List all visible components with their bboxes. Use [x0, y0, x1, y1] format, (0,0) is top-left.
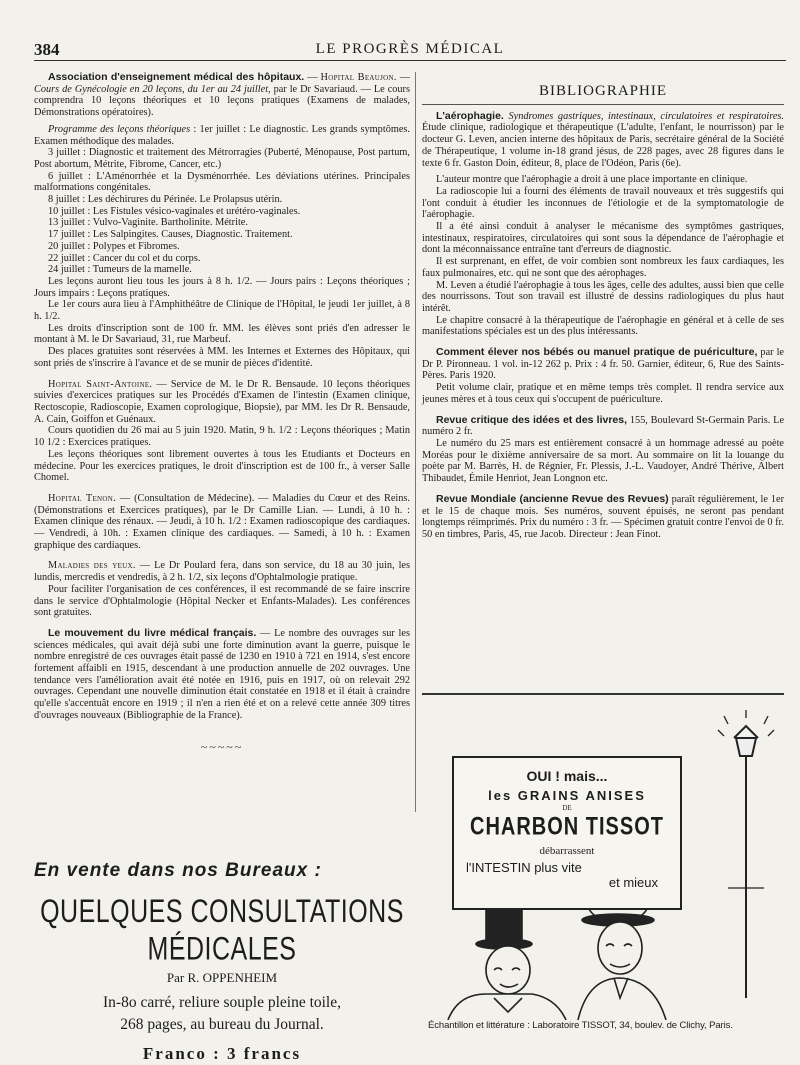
- review-heading: L'aérophagie.: [436, 109, 504, 122]
- hospital-name: Hopital Beaujon.: [320, 72, 397, 83]
- ad-description: [34, 992, 410, 1036]
- review-heading: Comment élever nos bébés ou manuel pratique de puériculture,: [436, 346, 758, 359]
- ad-price: Franco : 3 francs: [142, 1044, 302, 1063]
- article-text: Le 1er cours aura lieu à l'Amphithéâtre de Clinique de l'Hôpital, le jeudi 1er juillet, à 8 h. 1/2.: [34, 299, 410, 323]
- review-revue-mondiale: [422, 494, 784, 541]
- schedule-item: 6 juillet : L'Aménorrhée et la Dysménorrhée. Les déviations utérines. Principales malformations congénitales.: [34, 170, 410, 194]
- ad-author: Par R. OPPENHEIM: [166, 970, 278, 985]
- schedule-item: 3 juillet : Diagnostic et traitement des Métrorragies (Puberté, Ménopause, Post partum, Post abortum, Métrite, Fibrome, Cancer, etc.): [34, 147, 410, 170]
- article-text: — (Consultation de Médecine). — Maladies du Cœur et des Reins. (Démonstrations et Exercices pratiques), par le Dr Camille Lian. — Lundi, à 10 h. : Examen clinique des rénaux. — Jeudi, à 10 h. 1/2 : Examen radioscopique des cardiaques. — Vendredi, à 10h. : Examen clinique des cardiaques. — Samedi, à 10 h. : Examen graphique des cardiaques.: [34, 492, 410, 551]
- book-advertisement: [34, 860, 410, 1064]
- article-text: — Le Dr Poulard fera, dans son service, du 18 au 30 juin, les lundis, mercredis et vendredis, à 2 h. 1/2, six leçons d'Ophtalmologie pratique.: [34, 560, 411, 584]
- review-text: Étude clinique, radiologique et thérapeutique (L'adulte, l'enfant, le nourrisson) par le docteur G. Leven, ancien interne des hôpitaux de Paris, secrétaire général de la Société de Thérapeutique, 1 volume in-18 grand jésus, de 228 pages, avec 28 figures dans le texte 6 fr. Gaston Doin, éditeur, 8, place de l'Odéon, Paris (6e).: [422, 122, 784, 169]
- article-text: Les leçons théoriques sont librement ouvertes à tous les Etudiants et Docteurs en médecine. Pour les exercices pratiques, le droit d'inscription est de 100 fr., à verser Salle Chomel.: [34, 448, 410, 484]
- article-text: par le Dr Savariaud. — Le cours comprendra 10 leçons théoriques et 10 leçons pratiques (Examens de malades, Démonstrations opératoires).: [34, 83, 410, 119]
- ad-brand: CHARBON TISSOT: [470, 813, 664, 841]
- review-paragraph: L'auteur montre que l'aérophagie a droit à une place importante en clinique.: [436, 174, 748, 186]
- review-paragraph: Le numéro du 25 mars est entièrement consacré à un hommage adressé au poète Moréas pour le dixième anniversaire de sa mort. Au sommaire on lit la louange du poète par M. Barrès, H. de Régnier, Fr. Plessis, J.-L. Vaudoyer, André Thérive, Albert Thibaudet, Émile Henriot, Jean Longnon etc.: [422, 437, 784, 485]
- article-heading: Association d'enseignement médical des hôpitaux.: [48, 71, 305, 83]
- review-text: par le Dr P. Pironneau. 1 vol. in-12 262 p. Prix : 4 fr. 50. Garnier, éditeur, 6, Rue des Saints-Pères. Paris 1920.: [422, 347, 785, 382]
- street-lamp-icon: [718, 710, 774, 998]
- review-subtitle: Syndromes gastriques, intestinaux, circulatoires et respiratoires.: [508, 110, 785, 122]
- article-maladies-yeux: [34, 560, 410, 619]
- ad-claim-mieux: et mieux: [608, 875, 658, 890]
- review-paragraph: Le chapitre consacré à la thérapeutique de l'aérophagie en général et à celle de ses manifestations spéciales est un des plus intéressants.: [422, 314, 784, 338]
- section-title: BIBLIOGRAPHIE: [422, 86, 784, 105]
- left-column: [34, 72, 410, 753]
- schedule-item: 8 juillet : Les déchirures du Périnée. Le Prolapsus utérin.: [48, 194, 283, 206]
- review-puericulture: [422, 347, 784, 406]
- review-paragraph: Petit volume clair, pratique et en même temps très complet. Il rendra service aux jeunes mères et à tous ceux qui s'occupent de puériculture.: [422, 382, 784, 405]
- ad-book-title: QUELQUES CONSULTATIONS MÉDICALES: [40, 893, 404, 968]
- column-divider: [415, 72, 416, 812]
- section-separator: [422, 693, 784, 695]
- article-text: Pour faciliter l'organisation de ces conférences, il est recommandé de se faire inscrire dans le service d'Ophtalmologie (Hôpital Necker et Enfants-Malades). Les conférences sont gratuites.: [34, 583, 410, 619]
- right-column: [422, 83, 785, 541]
- schedule-item: 10 juillet : Les Fistules vésico-vaginales et urétéro-vaginales.: [48, 205, 301, 217]
- schedule-item: 24 juillet : Tumeurs de la mamelle.: [48, 264, 192, 276]
- article-heading: Maladies des yeux.: [48, 560, 136, 572]
- page-header: [34, 38, 786, 61]
- review-aerophagie: [422, 111, 784, 338]
- ad-poster: [452, 756, 682, 910]
- review-paragraph: Il est surprenant, en effet, de voir combien sont nombreux les faux cardiaques, les faux pulmonaires, etc. qui ne sont que des aérophages.: [422, 256, 784, 279]
- review-heading: Revue critique des idées et des livres,: [436, 413, 628, 426]
- ad-product: les GRAINS ANISES: [488, 788, 646, 803]
- page-number: 384: [34, 40, 60, 59]
- review-text: 155, Boulevard St-Germain Paris. Le numéro 2 fr.: [422, 414, 785, 438]
- ad-description-line: In-8o carré, reliure souple pleine toile,: [103, 994, 341, 1011]
- article-saint-antoine: [34, 379, 410, 484]
- schedule-list: [34, 147, 410, 276]
- schedule-item: 20 juillet : Polypes et Fibromes.: [48, 240, 180, 252]
- schedule-item: 17 juillet : Les Salpingites. Causes, Diagnostic. Traitement.: [48, 229, 293, 241]
- programme-first: : 1er juillet : Le diagnostic. Les grands symptômes. Examen méthodique des malades.: [34, 123, 411, 147]
- ad-description-line: 268 pages, au bureau du Journal.: [120, 1016, 324, 1033]
- review-heading: Revue Mondiale (ancienne Revue des Revues): [436, 492, 669, 505]
- ad-tagline: OUI ! mais...: [526, 768, 608, 784]
- review-paragraph: Il a été ainsi conduit à analyser le mécanisme des symptômes gastriques, intestinaux, respiratoires, circulatoires qui sont sous la dépendance de l'aérophagie et dont la méconnaissance entraîne tant d'erreurs de diagnostic.: [422, 221, 784, 256]
- article-association: Association d'enseignement médical des hôpitaux. — Hopital Beaujon. — Cours de Gynécologie en 20 leçons, du 1er au 24 juillet, par le Dr Savariaud. — Le cours comprendra 10 leçons théoriques et 10 leçons pratiques (Examens de malades, Démonstrations opératoires). Programme des leçons théoriques : 1er juillet : Le diagnostic. Les grands symptômes. Examen méthodique des malades. 3 juillet : Diagnostic et traitement des Métrorragies (Puberté, Ménopause, Post partum, Post abortum, Métrite, Fibrome, Cancer, etc.) 6 juillet : L'Aménorrhée et la Dysménorrhée. Les déviations utérines. Principales malformations congénitales. 8 juillet : Les déchirures du Périnée. Le Prolapsus utérin. 10 juillet : Les Fistules vésico-vaginales et urétéro-vaginales. 13 juillet : Vulvo-Vaginite. Bartholinite. Métrite. 17 juillet : Les Salpingites. Causes, Diagnostic. Traitement. 20 juillet : Polypes et Fibromes. 22 juillet : Cancer du col et du corps. 24 juillet : Tumeurs de la mamelle. Les leçons auront lieu tous les jours à 8 h. 1/2. — Jours pairs : Leçons théoriques ; Jours impairs : Leçons pratiques. Le 1er cours aura lieu à l'Amphithéâtre de Clinique de l'Hôpital, le jeudi 1er juillet, à 8 h. 1/2. Les droits d'inscription sont de 100 fr. MM. les élèves sont priés d'en adresser le montant à M. le Dr Savariaud, 31, rue Marbeuf. Des places gratuites sont réservées à MM. les Internes et Externes des Hôpitaux, qui sont priés de s'inscrire à l'avance et de se munir de pièces d'identité.: [34, 71, 411, 369]
- review-text: paraît régulièrement, le 1er et le 15 de chaque mois. Ses numéros, souvent épuisés, ne seront pas pendant longtemps réimprimés. Prix du numéro : 3 fr. — Spécimen gratuit contre l'envoi de 0 fr. 50 en timbres, Paris, 45, rue Jacob. Directeur : Jean Finot.: [422, 493, 785, 540]
- review-revue-critique: [422, 415, 784, 485]
- ad-claim: débarrassent: [539, 845, 595, 857]
- review-paragraph: La radioscopie lui a fourni des éléments de travail nouveaux et très suggestifs qui l'ont conduit à étudier les inconnues de l'étiologie et de la symptomatologie de l'aérophagie.: [422, 185, 784, 221]
- journal-title: LE PROGRÈS MÉDICAL: [315, 41, 505, 57]
- ad-footer: Échantillon et littérature : Laboratoire TISSOT, 34, boulev. de Clichy, Paris.: [428, 1020, 733, 1031]
- section-ornament: ~~~~~: [200, 739, 244, 754]
- programme-label: Programme des leçons théoriques: [48, 123, 191, 135]
- tissot-advertisement: [428, 708, 784, 1038]
- course-title: Cours de Gynécologie en 20 leçons, du 1er au 24 juillet,: [34, 83, 271, 95]
- gentleman-left-icon: [448, 906, 566, 1020]
- review-paragraph: M. Leven a étudié l'aérophagie à tous les âges, celle des adultes, aussi bien que celle des nourrissons. Tout son travail est illustré de dessins radiologiques du plus haut intérêt.: [422, 279, 784, 314]
- hospital-name: Hopital Tenon.: [48, 492, 116, 504]
- article-tenon: [34, 493, 410, 552]
- article-text: Les droits d'inscription sont de 100 fr. MM. les élèves sont priés d'en adresser le montant à M. le Dr Savariaud, 31, rue Marbeuf.: [34, 322, 410, 346]
- article-text: Des places gratuites sont réservées à MM. les Internes et Externes des Hôpitaux, qui sont priés de s'inscrire à l'avance et de se munir de pièces d'identité.: [34, 346, 410, 369]
- hospital-name: Hopital Saint-Antoine.: [48, 378, 153, 390]
- schedule-item: 22 juillet : Cancer du col et du corps.: [48, 252, 201, 264]
- article-livre-medical: [34, 628, 410, 722]
- article-heading: Le mouvement du livre médical français.: [48, 626, 257, 639]
- ad-heading: En vente dans nos Bureaux :: [34, 860, 322, 881]
- schedule-item: 13 juillet : Vulvo-Vaginite. Bartholinite. Métrite.: [48, 217, 248, 229]
- ad-claim-intestin: l'INTESTIN plus vite: [466, 860, 582, 875]
- article-text: — Le nombre des ouvrages sur les sciences médicales, qui avait déjà subi une forte diminution avant la guerre, puisque le nombre enregistré de ces ouvrages était passé de 1230 en 1910 à 721 en 1914, s'est encore fortement affaibli en 1915, descendant à une production annuelle de 202 ouvrages. Une tendance vers l'amélioration avait été notée en 1916, puis en 1917, où on relevait 292 ouvrages. Cependant une nouvelle diminution était constatée en 1918 et il était à craindre qu'elle s'accentuât encore en 1919 ; il n'en a rien été et on a relevé cette année 309 titres d'ouvrages nouveaux (Bibliographie de la France).: [34, 627, 410, 721]
- ad-product-de: DE: [562, 804, 572, 812]
- article-text: Les leçons auront lieu tous les jours à 8 h. 1/2. — Jours pairs : Leçons théoriques ; Jours impairs : Leçons pratiques.: [34, 275, 410, 299]
- article-text: Cours quotidien du 26 mai au 5 juin 1920. Matin, 9 h. 1/2 : Leçons théoriques ; Matin 10 1/2 : Exercices pratiques.: [34, 425, 410, 449]
- article-text: — Service de M. le Dr R. Bensaude. 10 leçons théoriques suivies d'exercices pratiques sur les Procédés d'Examen de l'intestin (Examen clinique, Rectoscopie, Radioscopie, Examen coprologique, Biopsie), par MM. les Dr R. Bensaude, A. Cain, Goiffon et Guénaux.: [34, 378, 410, 425]
